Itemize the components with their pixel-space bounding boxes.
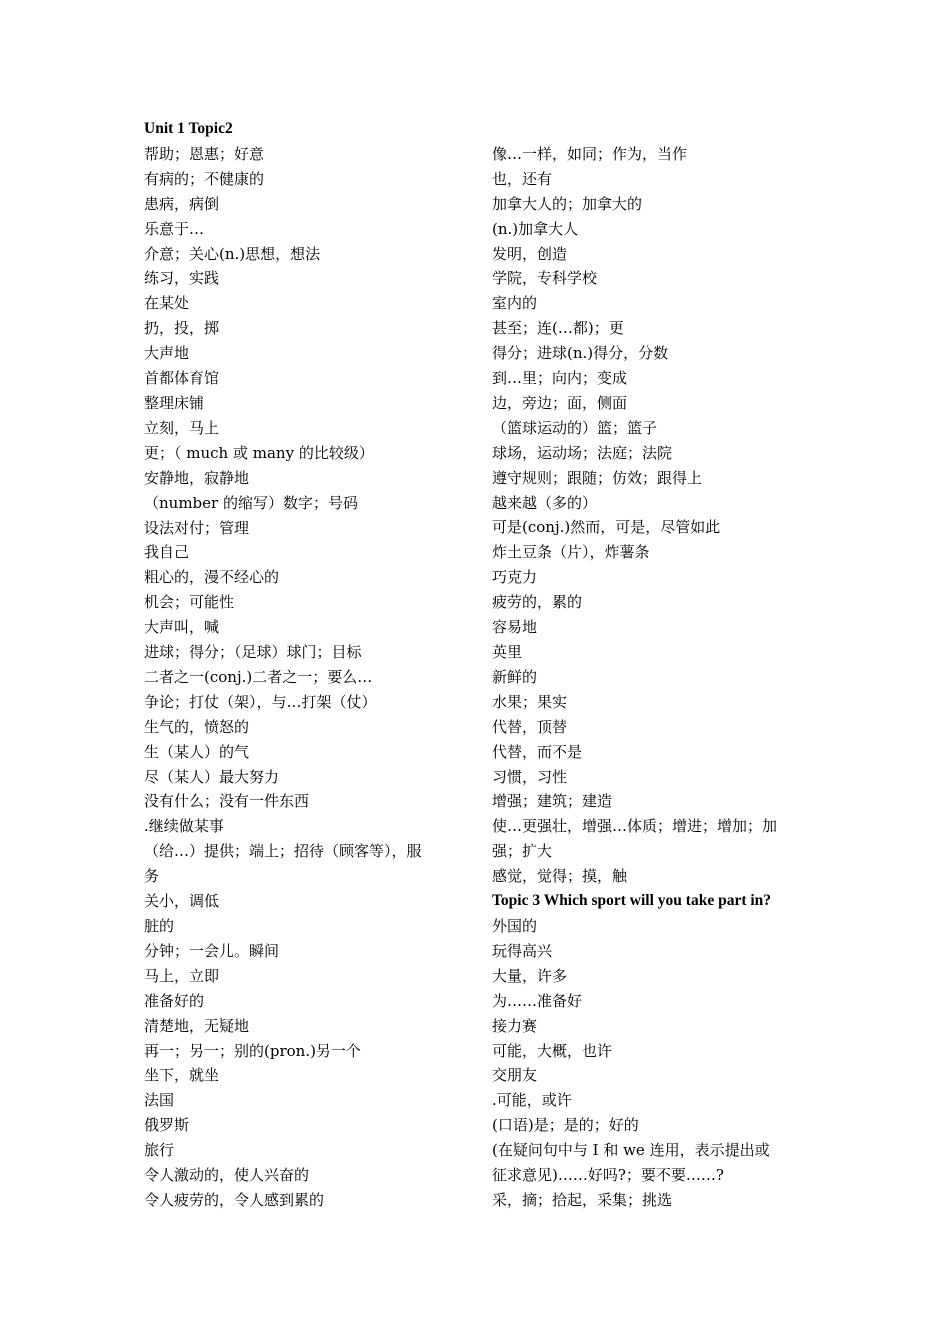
vocab-line: 乐意于… — [144, 219, 205, 238]
vocab-line: (口语)是；是的；好的 — [492, 1116, 639, 1135]
vocab-line: .继续做某事 — [144, 817, 224, 836]
vocab-line: 得分；进球(n.)得分，分数 — [492, 344, 669, 363]
topic3-vocab-list — [492, 914, 817, 1213]
vocab-line: 立刻，马上 — [144, 418, 220, 437]
vocab-line: 旅行 — [144, 1141, 175, 1160]
vocab-line: 令人疲劳的，令人感到累的 — [144, 1190, 325, 1209]
right-vocab-list — [492, 142, 817, 889]
vocab-line: 可能，大概，也许 — [492, 1041, 613, 1060]
vocab-line: 准备好的 — [144, 991, 205, 1010]
vocab-line: （篮球运动的）篮；篮子 — [492, 418, 658, 437]
vocab-line: 代替，顶替 — [492, 717, 568, 736]
vocab-line: 容易地 — [492, 618, 538, 637]
vocab-line: 令人激动的，使人兴奋的 — [144, 1166, 310, 1185]
column-spacer — [492, 117, 817, 142]
vocab-line: 大量，许多 — [492, 966, 568, 985]
left-column — [144, 117, 469, 1213]
vocab-line: 新鲜的 — [492, 667, 538, 686]
vocab-line: 介意；关心(n.)思想，想法 — [144, 244, 321, 263]
vocab-line: 尽（某人）最大努力 — [144, 767, 280, 786]
vocab-line: 加拿大人的；加拿大的 — [492, 194, 643, 213]
vocab-line: 接力赛 — [492, 1016, 538, 1035]
vocab-line: 务 — [144, 867, 160, 886]
vocab-line: 甚至；连(…都)；更 — [492, 319, 624, 338]
vocab-line: 设法对付；管理 — [144, 518, 250, 537]
vocab-line: 玩得高兴 — [492, 941, 553, 960]
vocab-line: 学院，专科学校 — [492, 269, 598, 288]
vocab-line: 感觉，觉得；摸，触 — [492, 867, 628, 886]
vocab-line: 英里 — [492, 643, 523, 662]
vocab-line: 炸土豆条（片），炸薯条 — [492, 543, 650, 562]
vocab-line: 二者之一(conj.)二者之一；要么… — [144, 667, 373, 686]
vocab-line: 我自己 — [144, 543, 190, 562]
vocab-line: 整理床铺 — [144, 393, 205, 412]
vocab-line: （number 的缩写）数字；号码 — [144, 493, 358, 512]
vocab-line: 代替，而不是 — [492, 742, 583, 761]
vocab-line: 练习，实践 — [144, 269, 220, 288]
vocab-line: 也，还有 — [492, 169, 553, 188]
vocab-line: 为……准备好 — [492, 991, 583, 1010]
vocab-line: 安静地，寂静地 — [144, 468, 250, 487]
vocab-line: 室内的 — [492, 294, 538, 313]
vocab-line: 边，旁边；面，侧面 — [492, 393, 628, 412]
vocab-line: 关小，调低 — [144, 892, 220, 911]
vocab-line: 使…更强壮，增强…体质；增进；增加；加 — [492, 817, 778, 836]
vocab-line: 大声地 — [144, 344, 190, 363]
vocab-line: .可能，或许 — [492, 1091, 572, 1110]
vocab-line: 交朋友 — [492, 1066, 538, 1085]
vocab-line: 强；扩大 — [492, 842, 553, 861]
vocab-line: 分钟；一会儿。瞬间 — [144, 941, 280, 960]
vocab-line: 坐下，就坐 — [144, 1066, 220, 1085]
vocab-line: 像…一样，如同；作为，当作 — [492, 144, 688, 163]
vocab-line: 争论；打仗（架），与…打架（仗） — [144, 692, 377, 711]
vocab-line: 越来越（多的） — [492, 493, 598, 512]
vocab-line: 没有什么；没有一件东西 — [144, 792, 310, 811]
vocab-line: 清楚地，无疑地 — [144, 1016, 250, 1035]
right-column — [492, 117, 817, 1213]
topic-heading: Topic 3 Which sport will you take part in? — [492, 892, 772, 910]
vocab-line: 更；（ much 或 many 的比较级） — [144, 443, 374, 462]
vocab-line: 球场，运动场；法庭；法院 — [492, 443, 673, 462]
unit-heading: Unit 1 Topic2 — [144, 120, 233, 137]
vocab-line: 患病，病倒 — [144, 194, 220, 213]
vocab-line: 法国 — [144, 1091, 175, 1110]
vocab-line: (在疑问句中与 I 和 we 连用，表示提出或 — [492, 1141, 770, 1160]
vocab-line: （给…）提供；端上；招待（顾客等），服 — [144, 842, 422, 861]
vocab-line: 增强；建筑；建造 — [492, 792, 613, 811]
vocab-line: 采，摘；拾起，采集；挑选 — [492, 1190, 673, 1209]
vocab-line: 粗心的，漫不经心的 — [144, 568, 280, 587]
vocab-line: 马上，立即 — [144, 966, 220, 985]
vocab-line: 进球；得分；（足球）球门；目标 — [144, 643, 362, 662]
vocab-line: 生（某人）的气 — [144, 742, 250, 761]
vocab-line: 在某处 — [144, 294, 190, 313]
vocab-line: 疲劳的，累的 — [492, 593, 583, 612]
vocab-line: 再一；另一；别的(pron.)另一个 — [144, 1041, 361, 1060]
vocab-line: 有病的；不健康的 — [144, 169, 265, 188]
vocab-line: 帮助；恩惠；好意 — [144, 144, 265, 163]
vocab-line: 遵守规则；跟随；仿效；跟得上 — [492, 468, 703, 487]
left-vocab-list — [144, 142, 469, 1213]
vocab-line: 水果；果实 — [492, 692, 568, 711]
vocab-line: 外国的 — [492, 916, 538, 935]
vocab-line: 可是(conj.)然而，可是，尽管如此 — [492, 518, 721, 537]
vocab-line: 大声叫，喊 — [144, 618, 220, 637]
vocab-line: 巧克力 — [492, 568, 538, 587]
vocab-line: 扔，投，掷 — [144, 319, 220, 338]
vocab-line: 脏的 — [144, 917, 175, 935]
vocab-line: 习惯，习性 — [492, 767, 568, 786]
vocab-line: 机会；可能性 — [144, 593, 235, 612]
vocab-line: 征求意见)……好吗?；要不要……? — [492, 1166, 724, 1185]
vocab-line: 俄罗斯 — [144, 1116, 190, 1135]
vocab-line: 生气的，愤怒的 — [144, 717, 250, 736]
vocab-line: 首都体育馆 — [144, 369, 220, 388]
vocab-line: 发明，创造 — [492, 244, 568, 263]
vocab-line: 到…里；向内；变成 — [492, 369, 628, 388]
vocab-line: (n.)加拿大人 — [492, 219, 579, 238]
